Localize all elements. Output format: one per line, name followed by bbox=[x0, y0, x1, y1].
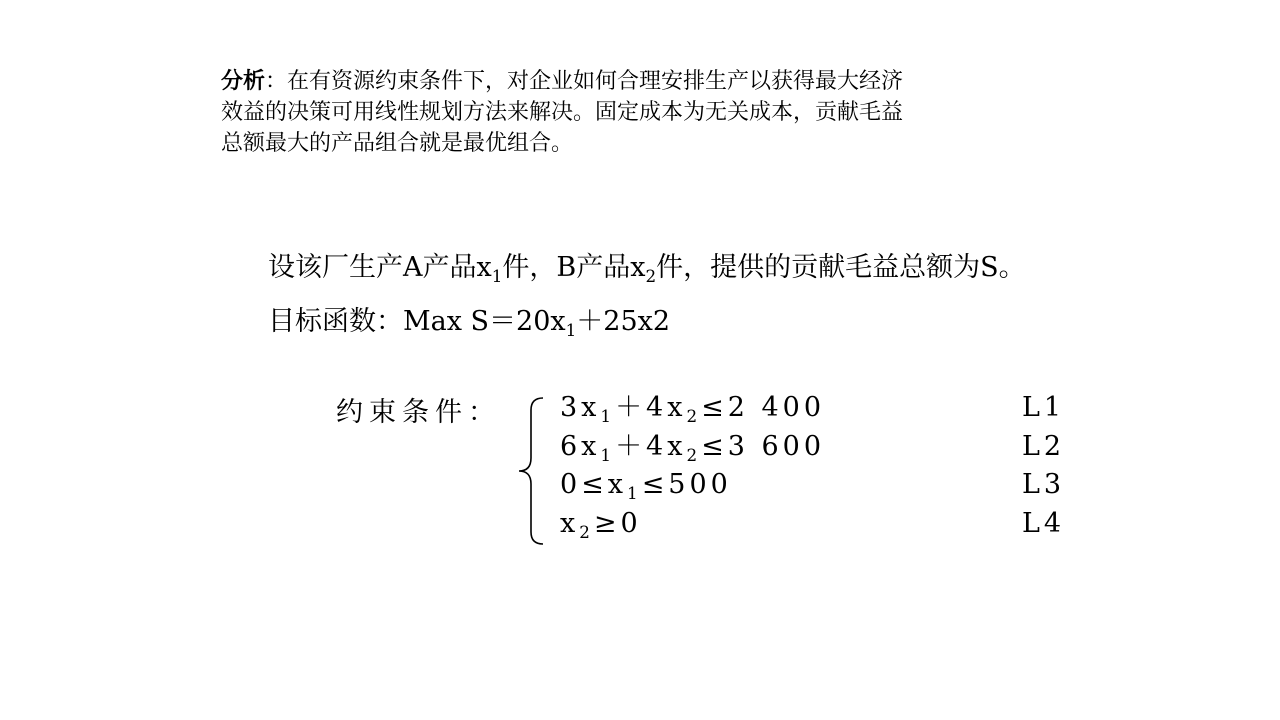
constraints-label: 约束条件： bbox=[336, 397, 501, 428]
constraint-row-4 bbox=[560, 508, 642, 540]
analysis-paragraph bbox=[221, 66, 1061, 159]
objective-subscript-1: 1 bbox=[565, 319, 577, 340]
constraint-tag-l1: L1 bbox=[1022, 392, 1066, 423]
c4-term-b: ≥0 bbox=[593, 508, 642, 539]
c2-sub-1: 1 bbox=[600, 444, 616, 465]
c1-term-a: 3x bbox=[560, 392, 601, 423]
c1-sub-2: 2 bbox=[686, 405, 702, 426]
c2-sub-2: 2 bbox=[686, 444, 702, 465]
constraint-tag-l3: L3 bbox=[1022, 469, 1066, 500]
setup-part-3: 件，提供的贡献毛益总额为S。 bbox=[656, 252, 1026, 283]
c2-term-b: ＋4x bbox=[615, 431, 687, 462]
c3-term-b: ≤500 bbox=[641, 469, 732, 500]
objective-part-1: 目标函数：Max S＝20x bbox=[268, 306, 566, 337]
c3-term-a: 0≤x bbox=[560, 469, 628, 500]
objective-function bbox=[268, 304, 1168, 340]
constraint-row-2 bbox=[560, 431, 825, 463]
constraint-row-3 bbox=[560, 469, 732, 501]
c4-term-a: x bbox=[560, 508, 580, 539]
setup-subscript-1: 1 bbox=[491, 265, 503, 286]
c4-sub-1: 2 bbox=[579, 521, 594, 542]
setup-subscript-2: 2 bbox=[645, 265, 657, 286]
analysis-line-1 bbox=[221, 66, 1061, 97]
setup-part-2: 件，B产品x bbox=[502, 252, 646, 283]
c1-sub-1: 1 bbox=[600, 405, 616, 426]
analysis-text-1: 在有资源约束条件下，对企业如何合理安排生产以获得最大经济 bbox=[287, 69, 904, 94]
constraint-row-1 bbox=[560, 392, 825, 424]
analysis-colon: ： bbox=[265, 69, 288, 94]
objective-part-2: ＋25x2 bbox=[576, 306, 671, 337]
c3-sub-1: 1 bbox=[627, 482, 642, 503]
c2-term-c: ≤3 600 bbox=[701, 431, 826, 462]
analysis-line-3: 总额最大的产品组合就是最优组合。 bbox=[221, 131, 574, 156]
constraint-tag-l4: L4 bbox=[1022, 508, 1066, 539]
analysis-label: 分析 bbox=[221, 68, 266, 94]
problem-setup bbox=[268, 250, 1168, 286]
c2-term-a: 6x bbox=[560, 431, 601, 462]
c1-term-c: ≤2 400 bbox=[701, 392, 826, 423]
analysis-line-2: 效益的决策可用线性规划方法来解决。固定成本为无关成本，贡献毛益 bbox=[221, 100, 904, 125]
left-brace-icon bbox=[515, 396, 549, 546]
c1-term-b: ＋4x bbox=[615, 392, 687, 423]
constraint-tag-l2: L2 bbox=[1022, 431, 1066, 462]
setup-part-1: 设该厂生产A产品x bbox=[268, 252, 492, 283]
